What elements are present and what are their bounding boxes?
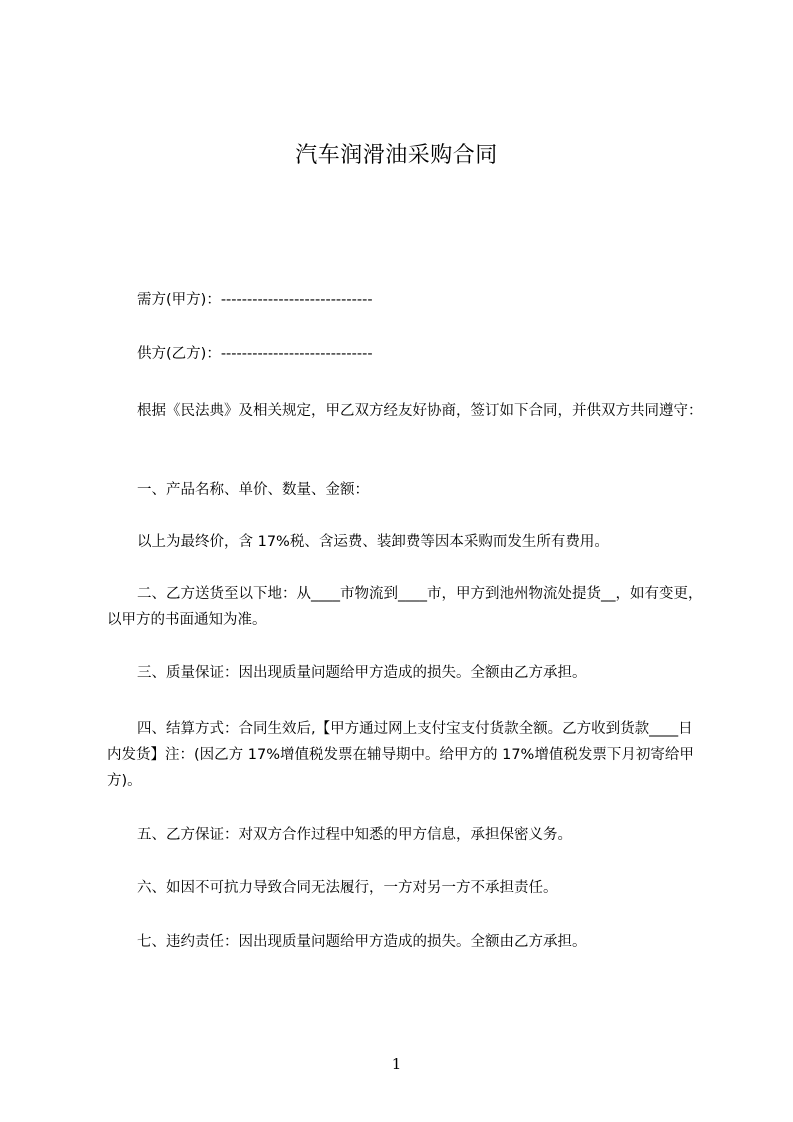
clause-7: 七、违约责任：因出现质量问题给甲方造成的损失。全额由乙方承担。	[137, 934, 587, 950]
clause-6: 六、如因不可抗力导致合同无法履行，一方对另一方不承担责任。	[137, 880, 558, 896]
clause-3: 三、质量保证：因出现质量问题给甲方造成的损失。全额由乙方承担。	[137, 665, 587, 681]
clause-1: 一、产品名称、单价、数量、金额：	[137, 482, 369, 498]
intro-paragraph: 根据《民法典》及相关规定，甲乙双方经友好协商，签订如下合同，并供双方共同遵守：	[137, 403, 703, 419]
buyer-line: 需方(甲方)：-----------------------------	[137, 292, 373, 308]
price-note: 以上为最终价，含 17%税、含运费、装卸费等因本采购而发生所有费用。	[137, 534, 609, 550]
document-title: 汽车润滑油采购合同	[295, 143, 498, 168]
seller-line: 供方(乙方)：-----------------------------	[137, 346, 373, 362]
clause-4: 四、结算方式：合同生效后,【甲方通过网上支付宝支付货款全额。乙方收到货款____日内发货】注：(因乙方 17%增值税发票在辅导期中。给甲方的 17%增值税发票下月初寄给甲方)。	[107, 721, 694, 789]
clause-2: 二、乙方送货至以下地：从____市物流到____市，甲方到池州物流处提货__，如有变更，以甲方的书面通知为准。	[107, 586, 703, 628]
page-number: 1	[391, 1055, 402, 1073]
clause-5: 五、乙方保证：对双方合作过程中知悉的甲方信息，承担保密义务。	[137, 827, 572, 843]
